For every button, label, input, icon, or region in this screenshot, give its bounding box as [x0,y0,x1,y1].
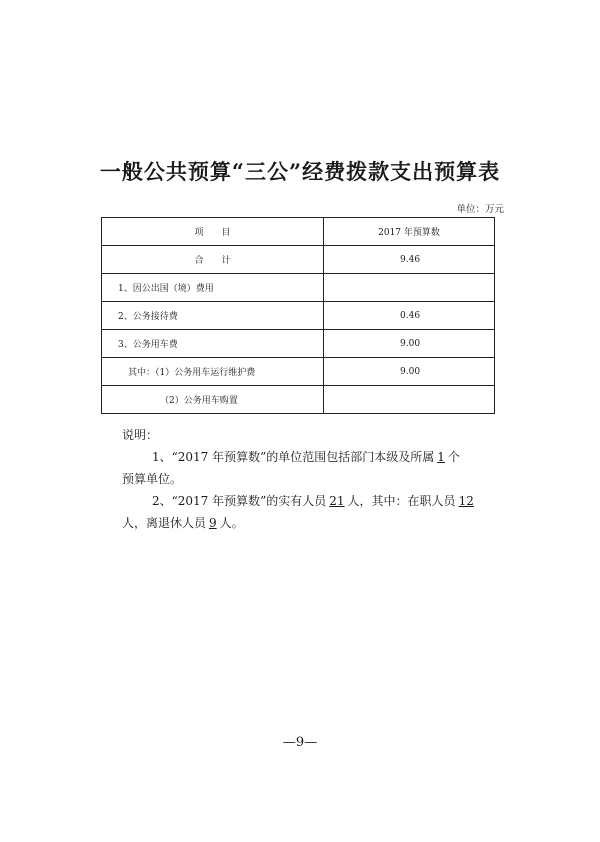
row-value [324,386,495,414]
notes-section [122,424,502,534]
note-2-middle: 人，其中：在职人员 [347,494,456,508]
staff-active: 12 [458,494,474,508]
notes-heading: 说明： [122,428,159,442]
table-row [102,274,495,302]
row-label: 3、公务用车费 [102,330,324,358]
row-label: 2、公务接待费 [102,302,324,330]
row-value: 0.46 [324,302,495,330]
unit-count: 1 [437,450,445,464]
budget-table [101,217,495,414]
row-label: 其中：（1）公务用车运行维护费 [102,358,324,386]
table-row [102,246,495,274]
row-label-total: 合 计 [102,246,324,274]
note-2-text: 2、“2017 年预算数”的实有人员 [152,494,327,508]
table-row [102,386,495,414]
note-1-suffix: 个 [447,450,460,464]
note-2 [122,490,502,512]
table-header-row [102,218,495,246]
note-1-continued: 预算单位。 [122,472,183,486]
staff-total: 21 [329,494,345,508]
row-value: 9.00 [324,330,495,358]
row-value: 9.00 [324,358,495,386]
table-row [102,330,495,358]
table-row [102,302,495,330]
row-value [324,274,495,302]
page-number: —9— [282,735,318,750]
row-label: 1、因公出国（境）费用 [102,274,324,302]
note-2-continued [122,512,502,534]
page-title: 一般公共预算“三公”经费拨款支出预算表 [99,159,501,184]
staff-retired: 9 [209,516,217,530]
unit-label: 单位：万元 [456,204,504,215]
note-2-line2-text: 人，离退休人员 [122,516,207,530]
note-2-line2-suffix: 人。 [219,516,244,530]
row-value-total: 9.46 [324,246,495,274]
row-label: （2）公务用车购置 [102,386,324,414]
note-1 [122,446,502,468]
table-row [102,358,495,386]
header-item: 项 目 [102,218,324,246]
note-1-text: 1、“2017 年预算数”的单位范围包括部门本级及所属 [152,450,435,464]
header-value: 2017 年预算数 [324,218,495,246]
